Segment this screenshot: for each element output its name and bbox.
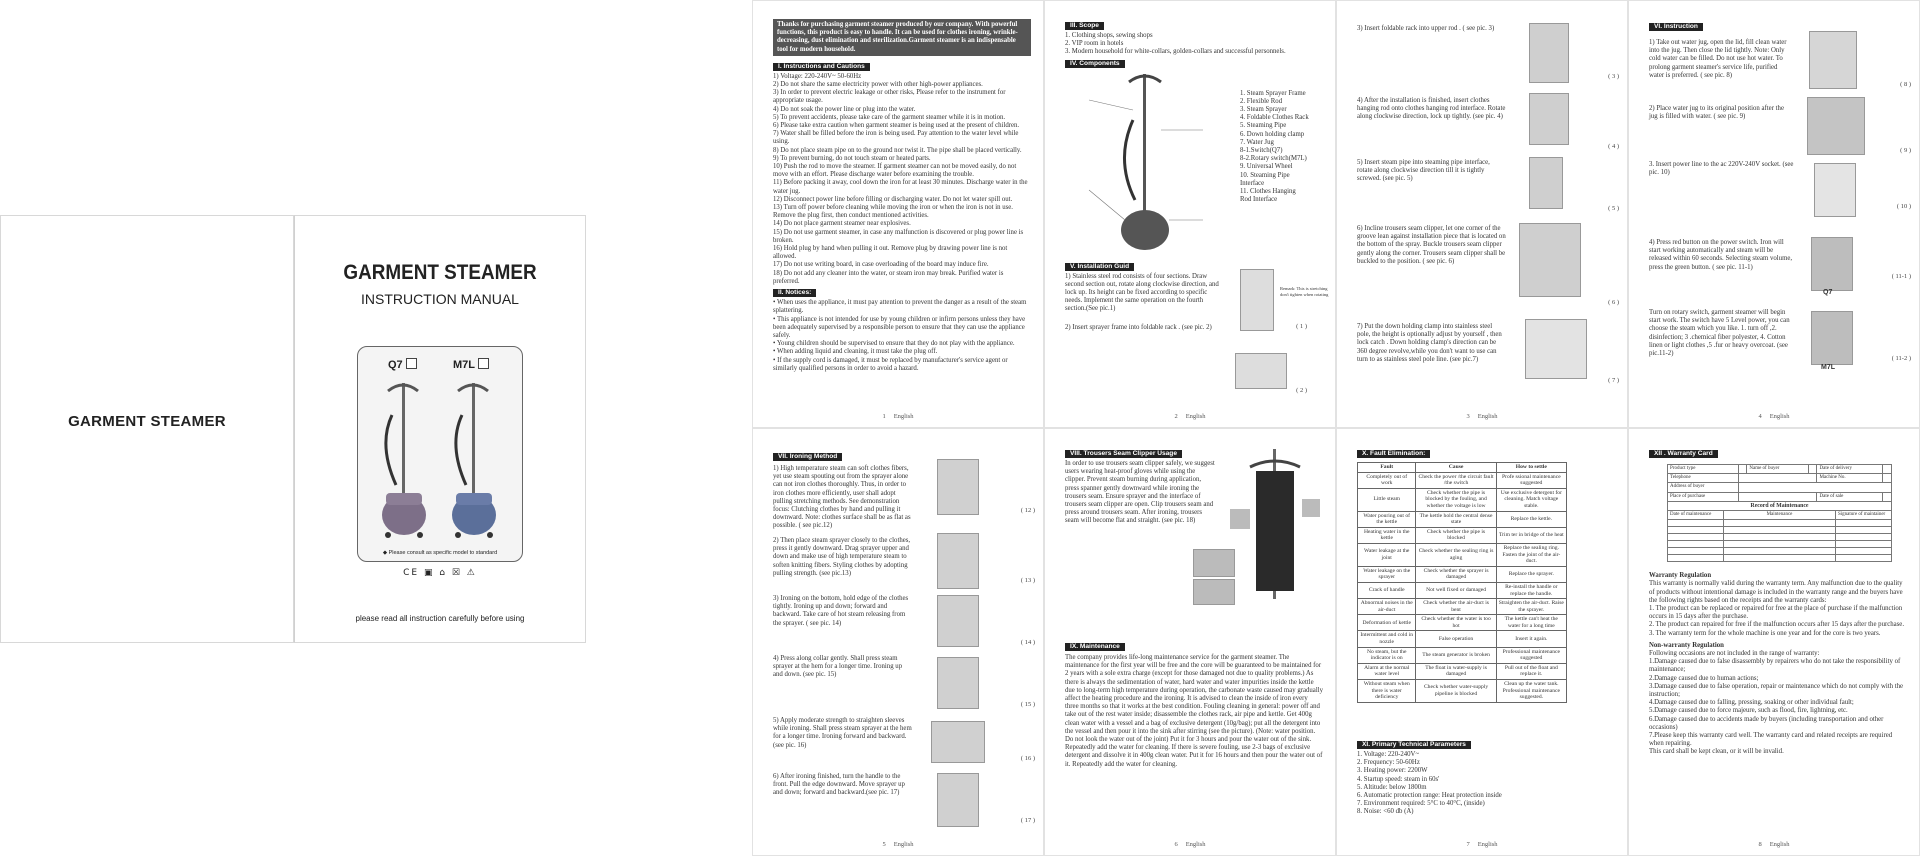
install-step-2: 2) Insert sprayer frame into foldable rack . (see pic. 2) <box>1065 323 1212 331</box>
fault-table-cell: Check whether the water is too hot <box>1416 615 1496 631</box>
fault-table-cell: Replace the sprayer. <box>1496 566 1566 582</box>
figure-18-illustration <box>1230 449 1320 599</box>
fault-table-cell: Replace the kettle. <box>1496 511 1566 527</box>
component-item: 8-1.Switch(Q7) <box>1240 147 1283 155</box>
pic-label: ( 2 ) <box>1296 387 1307 394</box>
manual-page-3 <box>1336 0 1628 428</box>
fault-table-cell: Heating water in the kettle <box>1358 527 1416 543</box>
component-item: 4. Foldable Clothes Rack <box>1240 114 1309 122</box>
fault-table-cell: Use exclusive detergent for cleaning. Match voltage stable. <box>1496 488 1566 511</box>
install-figure-2 <box>1235 353 1287 389</box>
model-q7-checkbox <box>406 358 417 369</box>
component-item: 9. Universal Wheel <box>1240 163 1293 171</box>
pic-label: ( 14 ) <box>1020 639 1035 646</box>
manual-page-7 <box>1336 428 1628 856</box>
technical-params-list <box>1357 751 1502 817</box>
pic-label: ( 16 ) <box>1020 755 1035 762</box>
non-warranty-item: 7.Please keep this warranty card well. The warranty card and related receipts are required when repairing. <box>1649 732 1893 748</box>
parameter-item: 8. Noise: <60 db (A) <box>1357 808 1414 816</box>
fault-table-cell: Check whether the pipe is blocked <box>1416 527 1496 543</box>
non-warranty-item: Following occasions are not included in the range of warranty: <box>1649 650 1820 658</box>
product-image-box <box>357 346 523 562</box>
section-heading: III. Scope <box>1065 22 1104 30</box>
notice-item: • Young children should be supervised to ensure that they do not play with the appliance. <box>773 340 1015 348</box>
non-warranty-item: 6.Damage caused due to accidents made by buyers (including transportation and other occasions) <box>1649 715 1884 731</box>
page-number: 6 English <box>1174 840 1206 848</box>
model-q7-label: Q7 <box>388 358 417 371</box>
fault-table-cell: Little steam <box>1358 488 1416 511</box>
figure-11-2 <box>1811 311 1853 365</box>
section-heading: I. Instructions and Cautions <box>773 63 870 71</box>
page-number: 4 English <box>1758 412 1790 420</box>
fault-table-row <box>1358 511 1567 527</box>
fault-table-wrapper <box>1357 462 1567 703</box>
fault-table-cell: Straighten the air-duct. Raise the sprayer. <box>1496 599 1566 615</box>
fault-table-cell: Pull out of the float and replace it. <box>1496 663 1566 679</box>
fault-table-cell: Completely out of work <box>1358 472 1416 488</box>
scope-item: 3. Modern household for white-collars, golden-collars and successful personnels. <box>1065 48 1286 56</box>
section-heading: IX. Maintenance <box>1065 643 1125 651</box>
fault-table-cell: Check whether the pipe is blocked by the fouling, and whether the voltage is low <box>1416 488 1496 511</box>
instruction-step-1: 1) Take out water jug, open the lid, fill clean water into the jug. Then close the lid tightly. Note: Only cold water can be filled. Do not use hot water. To prolong garment steamer's service life, purified water is preferred. ( see pic. 8) <box>1649 39 1787 79</box>
pic-label: ( 11-2 ) <box>1891 355 1911 362</box>
component-item: 8-2.Rotary switch(M7L) <box>1240 155 1307 163</box>
fault-table-header: Fault <box>1358 463 1416 473</box>
fault-table-header: Cause <box>1416 463 1496 473</box>
figure-6 <box>1519 223 1581 297</box>
warranty-info-table: Product type Name of buyer Date of delivery Telephone Machine No. Address of buyer Place of purchase Date of sale <box>1667 464 1892 502</box>
fault-table-cell: Not well fixed or damaged <box>1416 582 1496 598</box>
notices-list <box>773 299 1031 373</box>
fault-table-row <box>1358 680 1567 703</box>
parameter-item: 4. Startup speed: steam in 60s' <box>1357 775 1440 783</box>
install-remark: Remark: This is stretching don't tighten when rotating <box>1280 286 1329 297</box>
pic-label: ( 10 ) <box>1896 203 1911 210</box>
fault-table-row <box>1358 566 1567 582</box>
product-box-note: ◆ Please consult as specific model to standard <box>382 550 498 556</box>
cover-front-page <box>294 215 586 643</box>
page-number: 1 English <box>882 412 914 420</box>
non-warranty-item: 4.Damage caused due to falling, pressing, soaking or other individual fault; <box>1649 699 1854 707</box>
pic-label: ( 3 ) <box>1608 73 1619 80</box>
cover-footer-note: please read all instruction carefully before using <box>355 614 525 623</box>
fault-table-cell: Check whether the air-duct is bent <box>1416 599 1496 615</box>
fault-table-row <box>1358 647 1567 663</box>
page-number: 3 English <box>1466 412 1498 420</box>
record-title: Record of Maintenance <box>1668 501 1892 510</box>
fault-table-cell: Re-install the handle or replace the handle. <box>1496 582 1566 598</box>
model-m7l-caption: M7L <box>1821 364 1835 371</box>
component-item: 1. Steam Sprayer Frame <box>1240 89 1306 97</box>
figure-11-1 <box>1811 237 1853 291</box>
caution-item: 15) Do not use garment steamer, in case any malfunction is discovered or plug power line is broken. <box>773 228 1024 244</box>
install-figure-1 <box>1240 269 1274 331</box>
fault-table-header: How to settle <box>1496 463 1566 473</box>
fault-table-cell: The steam generator is broken <box>1416 647 1496 663</box>
clipper-detail-figure <box>1193 579 1235 605</box>
caution-item: 10) Push the rod to move the steamer. If garment steamer can not be moved easily, do not move with an effort. Please discharge water before examining the trouble. <box>773 163 1017 179</box>
instruction-step-5: Turn on rotary switch, garment steamer will begin start work. The switch have 5 Level power, you can choose the steam which you like. 1. turn off ,2. disinfection; 3 .chemical fiber polyester, 4. Cotton linen or light clothes ,5 .fur or heavy overcoat. (see pic.11-2) <box>1649 309 1790 358</box>
manual-page-5 <box>752 428 1044 856</box>
manual-page-6 <box>1044 428 1336 856</box>
fault-table-cell: False operation <box>1416 631 1496 647</box>
fault-table-row <box>1358 527 1567 543</box>
pic-label: ( 11-1 ) <box>1891 273 1911 280</box>
caution-item: 11) Before packing it away, cool down the iron for at least 30 minutes. Discharge water in the water jug. <box>773 179 1028 195</box>
non-warranty-item: 2.Damage caused due to human actions; <box>1649 674 1759 682</box>
pic-label: ( 12 ) <box>1020 507 1035 514</box>
fault-table-cell: Check whether water-supply pipeline is blocked <box>1416 680 1496 703</box>
maintenance-record-table: Record of Maintenance Date of maintenance Maintenance Signature of maintainer <box>1667 501 1892 562</box>
caution-item: 3) In order to prevent electric leakage or other risks, Please refer to the instrument for appropriate usage. <box>773 89 1006 105</box>
caution-item: 13) Turn off power before cleaning while moving the iron or when the iron is not in use. Remove the plug first, then conduct mentioned activities. <box>773 204 1013 220</box>
fault-table-cell: Deformation of kettle <box>1358 615 1416 631</box>
caution-item: 4) Do not soak the power line or plug into the water. <box>773 105 916 113</box>
warranty-regulation-title: Warranty Regulation <box>1649 572 1712 580</box>
fault-table-cell: Water pouring out of the kettle <box>1358 511 1416 527</box>
component-item: Rod Interface <box>1240 196 1278 204</box>
section-heading: VI. Instruction <box>1649 23 1703 31</box>
fault-table-cell: Water leakage at the joint <box>1358 543 1416 566</box>
pic-label: ( 9 ) <box>1900 147 1911 154</box>
notice-item: • This appliance is not intended for use by young children or infirm persons unless they have been adequately supervised by a responsible person to ensure that they can use the appliance safely. <box>773 315 1026 339</box>
non-warranty-title: Non-warranty Regulation <box>1649 641 1724 649</box>
caution-item: 5) To prevent accidents, please take care of the garment steamer while it is in motion. <box>773 113 1006 121</box>
fault-table-row <box>1358 615 1567 631</box>
ironing-step-3: 3) Ironing on the bottom, hold edge of the clothes tightly. Ironing up and down; forward and backward. Take care of hot steam releasing from the sprayer. ( see pic. 14) <box>773 595 909 627</box>
fault-table-row <box>1358 582 1567 598</box>
parameter-item: 2. Frequency: 50-60Hz <box>1357 759 1420 767</box>
pic-label: ( 8 ) <box>1900 81 1911 88</box>
cautions-list <box>773 73 1031 286</box>
manual-page-8 <box>1628 428 1920 856</box>
fault-table-row <box>1358 472 1567 488</box>
page-number: 2 English <box>1174 412 1206 420</box>
pic-label: ( 4 ) <box>1608 143 1619 150</box>
caution-item: 2) Do not share the same electricity power with other high-power appliances. <box>773 81 983 89</box>
fault-table <box>1357 462 1567 703</box>
pic-label: ( 13 ) <box>1020 577 1035 584</box>
certification-marks: CE ▣ ⌂ ☒ ⚠ <box>403 568 477 578</box>
pic-label: ( 5 ) <box>1608 205 1619 212</box>
caution-item: 7) Water shall be filled before the iron is being used. Pay attention to the water level while using. <box>773 130 1019 146</box>
fault-table-cell: Intermittent and cold in nozzle <box>1358 631 1416 647</box>
pic-label: ( 1 ) <box>1296 323 1307 330</box>
warranty-item: 1. The product can be replaced or repaired for free at the place of purchase if the malfunction occurs in 15 days after the purchase. <box>1649 605 1903 621</box>
model-m7l-checkbox <box>478 358 489 369</box>
ironing-step-2: 2) Then place steam sprayer closely to the clothes, press it gently downward. Drag sprayer upper and down and make use of high temperature steam to soften knitting fibers. Styling clothes by adopting pulling strength. (see pic.13) <box>773 537 911 577</box>
figure-10 <box>1814 163 1856 217</box>
warranty-card <box>1667 464 1892 562</box>
non-warranty-item: 3.Damage caused due to false operation, repair or maintenance which do not comply with the instruction; <box>1649 682 1904 699</box>
pic-label: ( 6 ) <box>1608 299 1619 306</box>
caution-item: 14) Do not place garment steamer near explosives. <box>773 220 911 228</box>
cover-title: GARMENT STEAMER <box>343 261 537 284</box>
section-heading: VII. Ironing Method <box>773 453 842 461</box>
component-item: 6. Down holding clamp <box>1240 130 1305 138</box>
ironing-step-4: 4) Press along collar gently. Shall press steam sprayer at the hem for a longer time. Ironing up and down. (see pic. 15) <box>773 655 903 679</box>
parameter-item: 5. Altitude: below 1800m <box>1357 783 1427 791</box>
section-heading: VIII. Trousers Seam Clipper Usage <box>1065 450 1182 458</box>
instruction-step-2: 2) Place water jug to its original position after the jug is filled with water. ( see pic. 9) <box>1649 105 1784 121</box>
figure-12 <box>937 459 979 515</box>
parameter-item: 6. Automatic protection range: Heat protection inside <box>1357 792 1502 800</box>
components-list <box>1240 90 1336 205</box>
figure-7 <box>1525 319 1587 379</box>
caution-item: 12) Disconnect power line before filling or discharging water. Do not let water spill out. <box>773 195 1013 203</box>
intro-paragraph: Thanks for purchasing garment steamer produced by our company. With powerful functions, this product is easy to handle. It can be used for clothes ironing, wrinkle-decreasing, dust elimination and sterilization.Garment steamer is an indispensable tool for modern household. <box>773 19 1031 56</box>
fault-table-cell: Alarm at the normal water level <box>1358 663 1416 679</box>
model-m7l-label: M7L <box>453 358 489 371</box>
install-step-1: 1) Stainless steel rod consists of four sections. Draw second section out, rotate along clockwise direction, and lock up. Its height can be fixed according to specific needs. Implement the same operation on the fourth section.(See pic.1) <box>1065 272 1219 313</box>
fault-table-cell: Check whether the sealing ring is aging <box>1416 543 1496 566</box>
figure-4 <box>1529 93 1569 145</box>
non-warranty-item: This card shall be kept clean, or it will be invalid. <box>1649 748 1784 756</box>
fault-table-row <box>1358 599 1567 615</box>
fault-table-cell: No steam, but the indicator is on <box>1358 647 1416 663</box>
clipper-usage-text: In order to use trousers seam clipper safely, we suggest users wearing heat-proof gloves while using the clipper. Prevent steam burning during application, press spanner gently downward while ironing the trousers seam. Ensure sprayer and the interface of trousers seam clipper are open. Clip trousers seam and press around trousers seam. After ironing, trousers seam will become flat and straight. (see pic. 18) <box>1065 460 1215 525</box>
scope-list <box>1065 32 1323 57</box>
section-heading: XII . Warranty Card <box>1649 450 1718 458</box>
section-heading: II. Notices: <box>773 289 816 297</box>
pic-label: ( 7 ) <box>1608 377 1619 384</box>
fault-table-cell: Abnormal noises in the air-duct <box>1358 599 1416 615</box>
component-item: Interface <box>1240 179 1265 187</box>
instruction-step-3: 3. Insert power line to the ac 220V-240V socket. (see pic. 10) <box>1649 161 1794 177</box>
parameter-item: 3. Heating power: 2200W <box>1357 767 1428 775</box>
fault-table-cell: Water leakage on the sprayer <box>1358 566 1416 582</box>
warranty-item: 2. The product can repaired for free if the malfunction occurs after 15 days after the purchase. <box>1649 621 1905 629</box>
fault-table-row <box>1358 663 1567 679</box>
parameter-item: 1. Voltage: 220-240V~ <box>1357 751 1420 758</box>
caution-item: 16) Hold plug by hand when pulling it out. Remove plug by drawing power line is not allowed. <box>773 245 1008 261</box>
install-step-6: 6) Incline trousers seam clipper, let one corner of the groove lean against installation piece that is located on the bottom of the spray. Buckle trousers seam clipper gently along the corner. Trousers seam clipper shall be buckled to the position. ( see pic. 6) <box>1357 225 1506 265</box>
figure-8 <box>1809 31 1857 89</box>
steamer-product-illustration <box>358 375 522 545</box>
figure-14 <box>937 595 979 647</box>
caution-item: 1) Voltage: 220-240V~ 50-60Hz <box>773 72 862 80</box>
section-heading: IV. Components <box>1065 60 1125 68</box>
clipper-detail-figure <box>1193 549 1235 577</box>
components-diagram <box>1065 70 1323 260</box>
caution-item: 6) Please take extra caution when garment steamer is being used at the present of children. <box>773 122 1020 130</box>
figure-17 <box>937 773 979 827</box>
figure-13 <box>937 533 979 589</box>
non-warranty-list <box>1649 650 1907 757</box>
scope-item: 1. Clothing shops, sewing shops <box>1065 32 1153 39</box>
components-illustration <box>1085 70 1205 255</box>
notice-item: • When uses the appliance, it must pay attention to prevent the danger as a result of the steam splattering. <box>773 299 1027 315</box>
pic-label: ( 15 ) <box>1020 701 1035 708</box>
fault-table-cell: Professional maintenance suggested <box>1496 647 1566 663</box>
manual-page-1 <box>752 0 1044 428</box>
pic-label: ( 17 ) <box>1020 817 1035 824</box>
fault-table-row <box>1358 631 1567 647</box>
figure-9 <box>1807 97 1865 155</box>
cover-back-page <box>0 215 294 643</box>
fault-table-cell: The kettle hold the central dense state <box>1416 511 1496 527</box>
section-heading: V. Installation Guid <box>1065 263 1134 271</box>
fault-table-cell: Profe ssional maintenance suggested <box>1496 472 1566 488</box>
fault-table-cell: Check the power /the circuit fault /the switch <box>1416 472 1496 488</box>
parameter-item: 7. Environment required: 5°C to 40°C, (inside) <box>1357 800 1485 808</box>
warranty-regulation-list <box>1649 580 1907 637</box>
instruction-step-4: 4) Press red button on the power switch. Iron will start working automatically and steam will be released within 60 seconds. Selecting steam volume, press the green button. ( see pic. 11-1) <box>1649 239 1793 271</box>
install-step-7: 7) Put the down holding clamp into stainless steel pole, the height is optionally adjust by yourself , then lock catch . Down holding clamp's direction can be 360 degree revolve,while you don't want to use can turn to as stainless steel pole line. (see pic.7) <box>1357 323 1502 363</box>
maintenance-text: The company provides life-long maintenance service for the garment steamer. The maintenance for the first year will be free and the core will be guaranteed to be maintained for 2 years with a sole extra charge (except for those damaged not due to quality problems.) As there is always the sedimentation of water, hard water and water impurities inside the kettle due to long-term high temperature during operation, the carbonate waste caused may gradually affect the heating procedure and the ironing. It is advised to clean the inside of iron every three months so that it works at the best condition. Fouling cleaning in general: power off and take out of the rest water inside; disassemble the clothes rack, air pipe and kettle. Get 400g clean water with a vessel and a bag of exclusive detergent (10g/bag); put all the detergent into the vessel and then pour it into the sink after stirring (see the picture). (Note: water position. Do not look the water out of the joint) Put it for 3 hours and pour the water out of the sink. Repeatedly add the water for cleaning. If there is severe fouling, use 2-3 bags of exclusive detergent and dissolve it in 400g clean water. Put it for 16 hours and then pour the water out of it. Repeatedly add the water for cleaning. <box>1065 654 1323 768</box>
caution-item: 8) Do not place steam pipe on to the ground nor twist it. The pipe shall be placed vertically. <box>773 146 1022 154</box>
ironing-step-5: 5) Apply moderate strength to straighten sleeves while ironing. Shall press steam sprayer at the hem for a longer time. Ironing forward and backward. (see pic. 16) <box>773 717 912 749</box>
fault-table-cell: Trim ter in bridge of the heat <box>1496 527 1566 543</box>
component-item: 10. Steaming Pipe <box>1240 171 1290 179</box>
notice-item: • When adding liquid and cleaning, it must take the plug off. <box>773 348 938 356</box>
figure-5 <box>1529 157 1563 209</box>
fault-table-cell: Without steam when there is water deficiency <box>1358 680 1416 703</box>
caution-item: 17) Do not use writing board, in case overloading of the board may induce fire. <box>773 261 989 269</box>
figure-16 <box>931 721 985 763</box>
component-item: 11. Clothes Hanging <box>1240 188 1296 196</box>
install-step-3: 3) Insert foldable rack into upper rod . ( see pic. 3) <box>1357 25 1495 32</box>
fault-table-cell: The float in water-supply is damaged <box>1416 663 1496 679</box>
caution-item: 18) Do not add any cleaner into the water, or steam iron may break. Purified water is preferred. <box>773 269 1004 285</box>
manual-page-4 <box>1628 0 1920 428</box>
ironing-step-6: 6) After ironing finished, turn the handle to the front. Pull the edge downward. Move sprayer up and down; forward and backward.(see pic. 17) <box>773 773 905 797</box>
fault-table-cell: Crack of handle <box>1358 582 1416 598</box>
fault-table-row <box>1358 543 1567 566</box>
page-number: 5 English <box>882 840 914 848</box>
fault-table-row <box>1358 488 1567 511</box>
section-heading: X. Fault Elimination: <box>1357 450 1430 458</box>
figure-15 <box>937 657 979 709</box>
install-step-4: 4) After the installation is finished, insert clothes hanging rod onto clothes hanging rod interface. Rotate along clockwise direction, lock up tightly. (see pic. 4) <box>1357 97 1506 121</box>
page-number: 8 English <box>1758 840 1790 848</box>
fault-table-cell: Clean up the water tank. Professional maintenance suggested. <box>1496 680 1566 703</box>
fault-table-cell: Replace the sealing ring. Fasten the joint of the air-duct. <box>1496 543 1566 566</box>
manual-page-2 <box>1044 0 1336 428</box>
non-warranty-item: 1.Damage caused due to false disassembly by repairers who do not take the responsibility of maintenance; <box>1649 658 1901 674</box>
model-q7-caption: Q7 <box>1823 289 1833 296</box>
caution-item: 9) To prevent burning, do not touch steam or heated parts. <box>773 154 931 162</box>
section-heading: XI. Primary Technical Parameters <box>1357 741 1471 749</box>
ironing-step-1: 1) High temperature steam can soft clothes fibers, yet use steam spouting out from the sprayer alone can not iron clothes thoroughly. Thus, in order to iron clothes more efficiently, user shall adopt pulling stretching methods. See demonstration focus: Clutching clothes by hand and pulling it downward. Note: clothes surface shall be as flat as possible. ( see pic.12) <box>773 465 911 530</box>
fault-table-cell: The kettle can't heat the water for a long time <box>1496 615 1566 631</box>
fault-table-cell: Check whether the sprayer is damaged <box>1416 566 1496 582</box>
install-step-5: 5) Insert steam pipe into steaming pipe interface, rotate along clockwise direction till it is tightly screwed. (see pic. 5) <box>1357 159 1490 183</box>
component-item: 5. Steaming Pipe <box>1240 122 1287 130</box>
scope-item: 2. VIP room in hotels <box>1065 40 1124 48</box>
cover-subtitle: INSTRUCTION MANUAL <box>361 291 519 307</box>
page-number: 7 English <box>1466 840 1498 848</box>
warranty-item: 3. The warranty term for the whole machine is one year and for the core is two years. <box>1649 629 1881 637</box>
figure-3 <box>1529 23 1569 83</box>
warranty-item: This warranty is normally valid during the warranty term. Any malfunction due to the quality of products without intentional damage is included in the warranty range and the buyers have the following rights based on the receipts and the warranty cards: <box>1649 580 1903 604</box>
non-warranty-item: 5.Damage caused due to force majeure, such as flood, fire, lightning, etc. <box>1649 707 1848 715</box>
notice-item: • If the supply cord is damaged, it must be replaced by manufacturer's service agent or similarly qualified persons in order to avoid a hazard. <box>773 356 1008 372</box>
component-item: 7. Water Jug <box>1240 138 1274 146</box>
cover-back-title: GARMENT STEAMER <box>68 413 226 430</box>
fault-table-cell: Insert it again. <box>1496 631 1566 647</box>
component-item: 3. Steam Sprayer <box>1240 106 1287 114</box>
component-item: 2. Flexible Rod <box>1240 97 1283 105</box>
